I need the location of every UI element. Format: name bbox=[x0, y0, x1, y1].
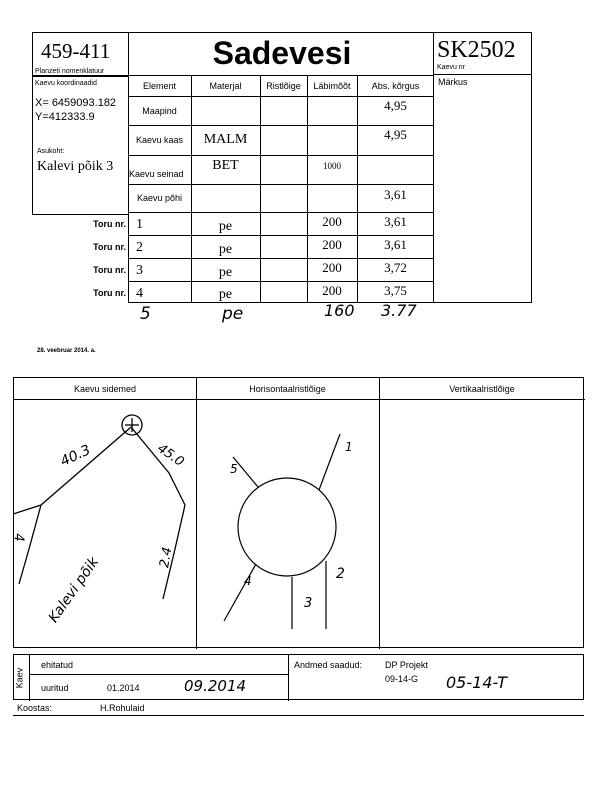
row-material: MALM bbox=[203, 132, 248, 147]
hand-code: 05-14-T bbox=[446, 673, 507, 692]
col-remark: Märkus bbox=[438, 77, 468, 87]
pipe-diameter: 200 bbox=[322, 214, 342, 229]
location-value: Kalevi põik 3 bbox=[37, 159, 114, 174]
page-title: Sadevesi bbox=[212, 35, 352, 71]
pipe-line bbox=[224, 564, 256, 621]
divider bbox=[288, 655, 289, 701]
hand-pipe-diameter: 160 bbox=[324, 301, 355, 320]
col-height: Abs. kõrgus bbox=[371, 80, 420, 91]
divider bbox=[29, 674, 288, 675]
panel-title-connections: Kaevu sidemed bbox=[73, 384, 137, 394]
pipe-diameter: 200 bbox=[322, 283, 342, 298]
pipe-height: 3,61 bbox=[384, 237, 407, 252]
pipe-label: 4 bbox=[244, 574, 252, 588]
data-source: DP Projekt bbox=[385, 660, 428, 670]
title-box bbox=[128, 32, 434, 76]
divider bbox=[379, 378, 380, 649]
row-material: BET bbox=[212, 158, 239, 173]
pipe-label: 5 bbox=[230, 462, 238, 476]
date-note: 28. veebruar 2014. a. bbox=[37, 348, 96, 354]
pipe-diameter: 200 bbox=[322, 237, 342, 252]
plan-box bbox=[32, 32, 129, 76]
hand-pipe-no: 5 bbox=[140, 304, 151, 324]
dim-d: 2.4 bbox=[157, 546, 176, 569]
row-diameter: 1000 bbox=[323, 161, 341, 171]
built-label: ehitatud bbox=[41, 660, 74, 670]
pipe-height: 3,72 bbox=[384, 260, 407, 275]
row-height: 3,61 bbox=[384, 187, 407, 202]
author: H.Rohulaid bbox=[100, 703, 145, 713]
row-height: 4,95 bbox=[384, 98, 407, 113]
pipe-line bbox=[319, 434, 340, 490]
coords-box bbox=[32, 76, 129, 215]
author-label: Koostas: bbox=[17, 703, 53, 713]
sketch-line bbox=[19, 505, 41, 584]
hand-pipe-material: pe bbox=[222, 304, 244, 324]
pipe-label: Toru nr. bbox=[93, 242, 126, 252]
pipe-material: pe bbox=[218, 265, 233, 280]
pipe-label: Toru nr. bbox=[93, 219, 126, 229]
surveyed-label: uuritud bbox=[41, 683, 69, 693]
coord-x: X= 6459093.182 bbox=[35, 97, 117, 109]
coord-y: Y=412333.9 bbox=[35, 111, 95, 123]
side-label: Kaev bbox=[14, 667, 25, 689]
surveyed-date: 01.2014 bbox=[107, 683, 140, 693]
row-element: Kaevu seinad bbox=[129, 168, 184, 179]
pipe-material: pe bbox=[218, 242, 233, 257]
divider bbox=[260, 75, 261, 303]
pipe-label: 2 bbox=[336, 566, 345, 582]
plan-number: 459-411 bbox=[41, 39, 111, 63]
pipe-material: pe bbox=[218, 219, 233, 234]
coord-label: Kaevu koordinaadid bbox=[35, 80, 97, 87]
pipe-label: 1 bbox=[345, 440, 353, 454]
hand-pipe-height: 3.77 bbox=[381, 301, 417, 320]
divider bbox=[13, 715, 584, 716]
row-element: Kaevu põhi bbox=[136, 193, 183, 203]
street-name: Kalevi põik bbox=[45, 554, 103, 626]
col-element: Element bbox=[142, 80, 177, 91]
pipe-no: 2 bbox=[136, 240, 143, 255]
plan-label: Planzeti nomenklatuur bbox=[35, 68, 105, 75]
dim-a: 40.3 bbox=[58, 442, 94, 470]
well-number-label: Kaevu nr bbox=[437, 64, 466, 71]
pipe-label: Toru nr. bbox=[93, 265, 126, 275]
col-diameter: Läbimõõt bbox=[313, 80, 351, 91]
connections-sketch bbox=[10, 399, 195, 648]
divider bbox=[29, 655, 30, 701]
location-label: Asukoht: bbox=[37, 148, 65, 155]
col-cross: Ristlõige bbox=[266, 80, 301, 91]
data-code: 09-14-G bbox=[385, 674, 419, 684]
sketch-line bbox=[13, 427, 131, 514]
dim-b: 45.0 bbox=[154, 441, 187, 470]
well-circle bbox=[238, 478, 336, 576]
pipe-label: Toru nr. bbox=[93, 288, 126, 298]
well-box bbox=[433, 32, 532, 303]
pipe-label: 3 bbox=[304, 596, 313, 611]
panel-title-horizontal: Horisontaalristlõige bbox=[249, 384, 326, 394]
row-height: 4,95 bbox=[384, 127, 407, 142]
dim-c: 4 bbox=[10, 533, 26, 542]
data-source-label: Andmed saadud: bbox=[294, 660, 363, 670]
row-element: Maapind bbox=[142, 105, 177, 116]
element-table bbox=[128, 75, 434, 303]
hand-date: 09.2014 bbox=[184, 677, 247, 695]
divider bbox=[433, 74, 532, 75]
horizontal-section-sketch bbox=[196, 399, 378, 648]
pipe-no: 3 bbox=[136, 263, 143, 278]
pipe-material: pe bbox=[218, 287, 233, 302]
row-element: Kaevu kaas bbox=[135, 135, 184, 145]
pipe-no: 4 bbox=[136, 286, 143, 301]
pipe-no: 1 bbox=[136, 217, 143, 232]
col-material: Materjal bbox=[209, 80, 242, 91]
pipe-height: 3,61 bbox=[384, 214, 407, 229]
panel-title-vertical: Vertikaalristlõige bbox=[449, 384, 515, 394]
pipe-diameter: 200 bbox=[322, 260, 342, 275]
well-number: SK2502 bbox=[437, 37, 516, 63]
pipe-height: 3,75 bbox=[384, 283, 407, 298]
footer-box bbox=[13, 654, 584, 700]
